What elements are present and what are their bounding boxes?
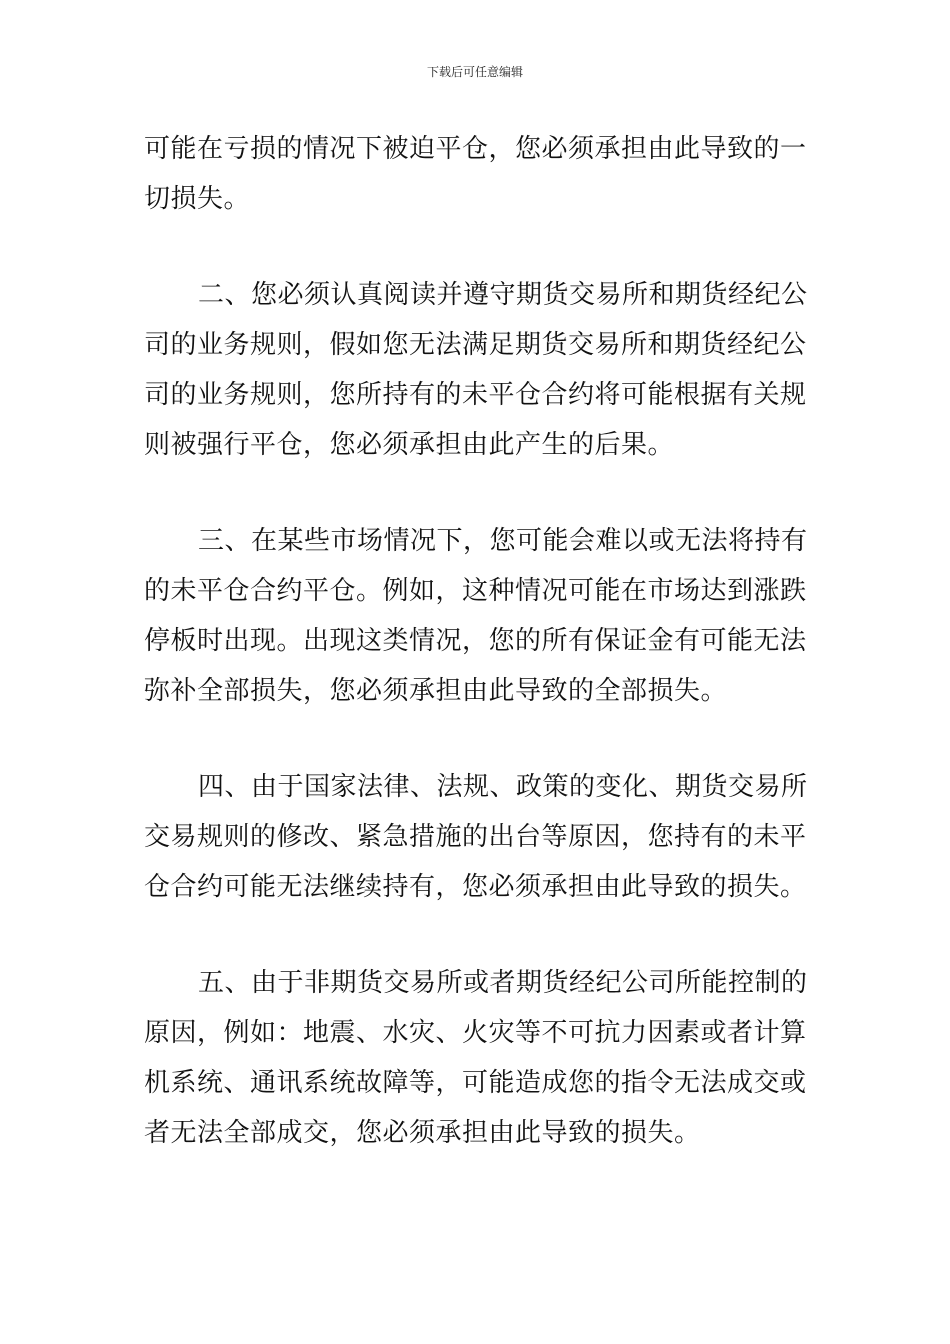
paragraph-line: 切损失。 xyxy=(144,184,251,214)
page-header: 下载后可任意编辑 xyxy=(426,65,523,79)
paragraph-item-2 xyxy=(144,270,808,470)
paragraph-spacer xyxy=(144,716,808,762)
paragraph-line: 司的业务规则，假如您无法满足期货交易所和期货经纪公 xyxy=(144,330,807,360)
paragraph-line: 停板时出现。出现这类情况，您的所有保证金有可能无法 xyxy=(144,626,807,656)
paragraph-line: 原因，例如：地震、水灾、火灾等不可抗力因素或者计算 xyxy=(144,1018,807,1048)
paragraph-line: 的未平仓合约平仓。例如，这种情况可能在市场达到涨跌 xyxy=(144,576,807,606)
paragraph-line: 四、由于国家法律、法规、政策的变化、期货交易所 xyxy=(198,772,808,802)
paragraph-line: 五、由于非期货交易所或者期货经纪公司所能控制的 xyxy=(198,968,808,998)
paragraph-item-3 xyxy=(144,516,808,716)
paragraph-line: 三、在某些市场情况下，您可能会难以或无法将持有 xyxy=(198,526,808,556)
paragraph-line: 机系统、通讯系统故障等，可能造成您的指令无法成交或 xyxy=(144,1068,807,1098)
paragraph-spacer xyxy=(144,470,808,516)
paragraph-line: 仓合约可能无法继续持有，您必须承担由此导致的损失。 xyxy=(144,872,807,902)
paragraph-spacer xyxy=(144,912,808,958)
paragraph-line: 者无法全部成交，您必须承担由此导致的损失。 xyxy=(144,1118,701,1148)
paragraph-line: 弥补全部损失，您必须承担由此导致的全部损失。 xyxy=(144,676,728,706)
paragraph-line: 司的业务规则，您所持有的未平仓合约将可能根据有关规 xyxy=(144,380,807,410)
paragraph-line: 则被强行平仓，您必须承担由此产生的后果。 xyxy=(144,430,675,460)
paragraph-continuation xyxy=(144,124,808,224)
document-body xyxy=(144,124,808,1158)
paragraph-line: 二、您必须认真阅读并遵守期货交易所和期货经纪公 xyxy=(198,280,808,310)
paragraph-line: 可能在亏损的情况下被迫平仓，您必须承担由此导致的一 xyxy=(144,134,807,164)
paragraph-spacer xyxy=(144,224,808,270)
paragraph-line: 交易规则的修改、紧急措施的出台等原因，您持有的未平 xyxy=(144,822,807,852)
paragraph-item-4 xyxy=(144,762,808,912)
paragraph-item-5 xyxy=(144,958,808,1158)
